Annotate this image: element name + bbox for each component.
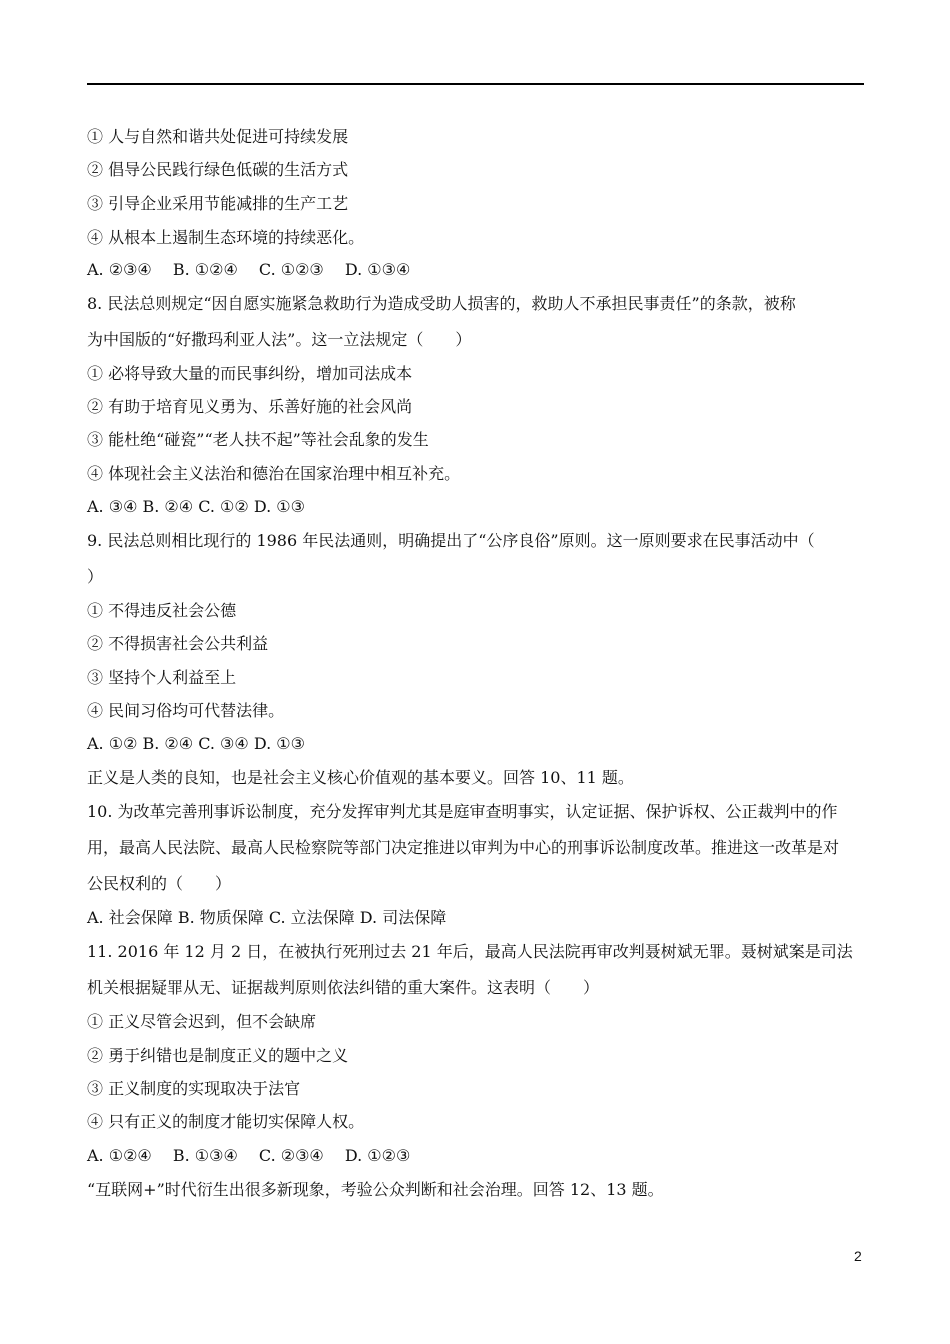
text-line: 10. 为改革完善刑事诉讼制度，充分发挥审判尤其是庭审查明事实，认定证据、保护诉权、公正裁判中的作: [87, 802, 838, 821]
text-line: ）: [87, 567, 104, 586]
text-line: ① 不得违反社会公德: [87, 601, 237, 620]
text-line: ② 勇于纠错也是制度正义的题中之义: [87, 1046, 349, 1065]
text-line: ④ 体现社会主义法治和德治在国家治理中相互补充。: [87, 464, 461, 483]
header-rule: [87, 83, 864, 85]
text-line: ② 有助于培育见义勇为、乐善好施的社会风尚: [87, 397, 413, 416]
text-line: A. ①②④ B. ①③④ C. ②③④ D. ①②③: [87, 1146, 411, 1165]
text-line: 8. 民法总则规定“因自愿实施紧急救助行为造成受助人损害的，救助人不承担民事责任”的条款，被称: [87, 294, 796, 313]
text-line: ③ 引导企业采用节能减排的生产工艺: [87, 194, 349, 213]
text-line: ② 倡导公民践行绿色低碳的生活方式: [87, 160, 349, 179]
text-line: 公民权利的（ ）: [87, 874, 232, 893]
text-line: 为中国版的“好撒玛利亚人法”。这一立法规定（ ）: [87, 330, 472, 349]
text-line: ① 人与自然和谐共处促进可持续发展: [87, 127, 349, 146]
text-line: 9. 民法总则相比现行的 1986 年民法通则，明确提出了“公序良俗”原则。这一原则要求在民事活动中（: [87, 531, 815, 550]
text-line: ③ 能杜绝“碰瓷”“老人扶不起”等社会乱象的发生: [87, 430, 429, 449]
text-line: ① 必将导致大量的而民事纠纷，增加司法成本: [87, 364, 413, 383]
text-line: ③ 正义制度的实现取决于法官: [87, 1079, 301, 1098]
text-line: A. 社会保障 B. 物质保障 C. 立法保障 D. 司法保障: [87, 908, 447, 927]
text-line: A. ③④ B. ②④ C. ①② D. ①③: [87, 497, 305, 516]
text-line: “互联网+”时代衍生出很多新现象，考验公众判断和社会治理。回答 12、13 题。: [87, 1180, 664, 1199]
text-line: 机关根据疑罪从无、证据裁判原则依法纠错的重大案件。这表明（ ）: [87, 978, 600, 997]
text-line: ③ 坚持个人利益至上: [87, 668, 237, 687]
page-number: 2: [854, 1248, 862, 1264]
text-line: A. ①② B. ②④ C. ③④ D. ①③: [87, 734, 305, 753]
text-line: 11. 2016 年 12 月 2 日，在被执行死刑过去 21 年后，最高人民法院再审改判聂树斌无罪。聂树斌案是司法: [87, 942, 853, 961]
text-line: ② 不得损害社会公共利益: [87, 634, 269, 653]
text-line: ④ 只有正义的制度才能切实保障人权。: [87, 1112, 365, 1131]
text-line: A. ②③④ B. ①②④ C. ①②③ D. ①③④: [87, 260, 411, 279]
text-line: ④ 民间习俗均可代替法律。: [87, 701, 285, 720]
text-line: 正义是人类的良知，也是社会主义核心价值观的基本要义。回答 10、11 题。: [87, 768, 634, 787]
text-line: 用，最高人民法院、最高人民检察院等部门决定推进以审判为中心的刑事诉讼制度改革。推进这一改革是对: [87, 838, 840, 857]
text-line: ① 正义尽管会迟到，但不会缺席: [87, 1012, 317, 1031]
text-line: ④ 从根本上遏制生态环境的持续恶化。: [87, 228, 365, 247]
